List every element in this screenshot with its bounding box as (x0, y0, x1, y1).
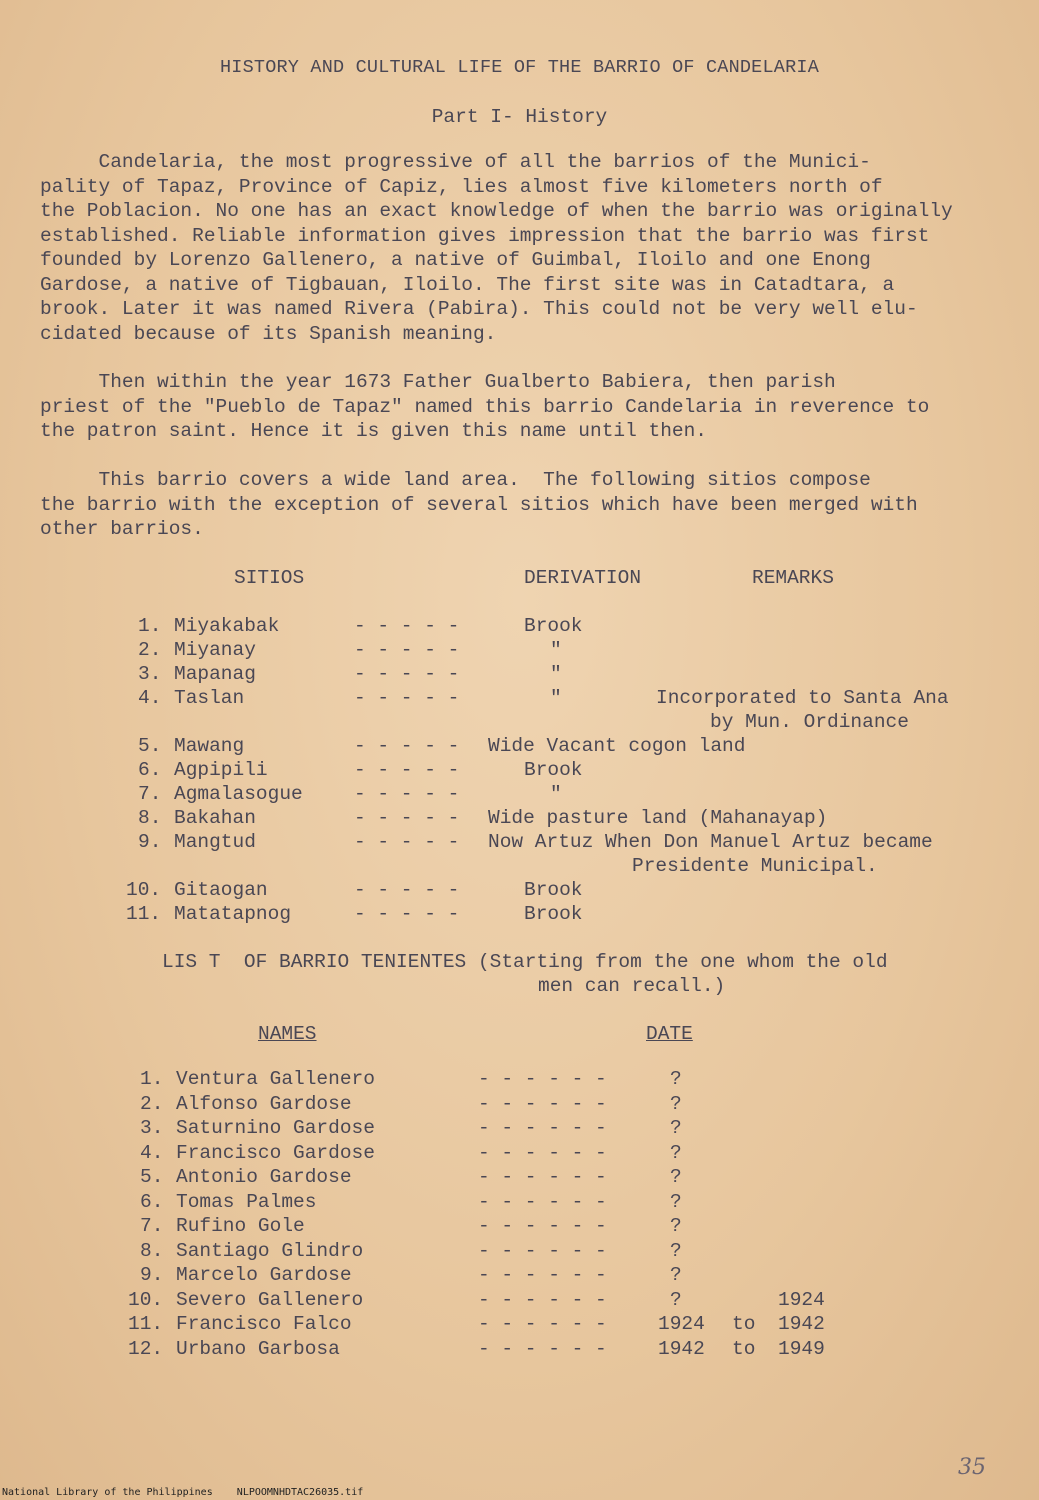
sitio-number: 11. (126, 903, 162, 925)
leader-dash: - - - - - (354, 663, 460, 685)
teniente-number: 6. (140, 1191, 164, 1213)
leader-dash: - - - - - (354, 903, 460, 925)
sitio-name: Miyakabak (174, 615, 280, 637)
leader-dash: - - - - - - (478, 1264, 607, 1286)
teniente-name: Santiago Glindro (176, 1240, 364, 1262)
teniente-name: Antonio Gardose (176, 1166, 352, 1188)
sitio-number: 1. (138, 615, 162, 637)
text-line: Candelaria, the most progressive of all the barrios of the Munici- (40, 151, 871, 173)
date-to-word: to (732, 1338, 756, 1360)
teniente-name: Ventura Gallenero (176, 1068, 375, 1090)
text-line: other barrios. (40, 518, 204, 540)
date-to: 1924 (778, 1289, 825, 1311)
text-line: cidated because of its Spanish meaning. (40, 322, 497, 345)
teniente-name: Francisco Gardose (176, 1142, 375, 1164)
sitio-derivation: " (550, 663, 562, 685)
leader-dash: - - - - - (354, 831, 460, 853)
archive-footer: National Library of the Philippines NLPOOMNHDTAC26035.tif (2, 1487, 364, 1498)
sitio-derivation: Wide Vacant cogon land (488, 735, 746, 757)
sitio-name: Taslan (174, 687, 245, 709)
sitio-name: Miyanay (174, 639, 256, 661)
text-line: established. Reliable information gives impression that the barrio was first (40, 224, 930, 247)
sitio-name: Bakahan (174, 807, 256, 829)
leader-dash: - - - - - - (478, 1068, 607, 1090)
teniente-name: Severo Gallenero (176, 1289, 364, 1311)
text-line: pality of Tapaz, Province of Capiz, lies almost five kilometers north of (40, 175, 883, 198)
teniente-number: 11. (128, 1313, 164, 1335)
teniente-name: Rufino Gole (176, 1215, 305, 1237)
sitio-remarks-continued: Presidente Municipal. (632, 855, 878, 877)
date-from: ? (670, 1093, 682, 1115)
sitio-derivation: Wide pasture land (Mahanayap) (488, 807, 828, 829)
teniente-number: 12. (128, 1338, 164, 1360)
text-line: the barrio with the exception of several sitios which have been merged with (40, 493, 918, 516)
sitio-number: 5. (138, 735, 162, 757)
teniente-name: Tomas Palmes (176, 1191, 317, 1213)
sitio-name: Matatapnog (174, 903, 292, 925)
sitio-number: 8. (138, 807, 162, 829)
date-from: ? (670, 1289, 682, 1311)
sitio-name: Mangtud (174, 831, 256, 853)
paragraph-1 (40, 150, 1000, 346)
teniente-number: 3. (140, 1117, 164, 1139)
paragraph-2 (40, 370, 1000, 444)
date-from: ? (670, 1264, 682, 1286)
sitio-remarks: Incorporated to Santa Ana (656, 687, 949, 709)
date-header: DATE (646, 1023, 693, 1045)
date-from: ? (670, 1166, 682, 1188)
date-from: ? (670, 1117, 682, 1139)
document-title: HISTORY AND CULTURAL LIFE OF THE BARRIO OF CANDELARIA (220, 57, 819, 78)
text-line: the Poblacion. No one has an exact knowledge of when the barrio was originally (40, 200, 953, 222)
leader-dash: - - - - - - (478, 1117, 607, 1139)
sitios-header: SITIOS (234, 567, 305, 589)
leader-dash: - - - - - (354, 783, 460, 805)
teniente-name: Francisco Falco (176, 1313, 352, 1335)
sitio-name: Agmalasogue (174, 783, 303, 805)
leader-dash: - - - - - (354, 807, 460, 829)
leader-dash: - - - - - - (478, 1142, 607, 1164)
text-line: the patron saint. Hence it is given this name until then. (40, 420, 708, 442)
teniente-number: 10. (128, 1289, 164, 1311)
teniente-name: Alfonso Gardose (176, 1093, 352, 1115)
sitio-number: 10. (126, 879, 162, 901)
sitio-number: 2. (138, 639, 162, 661)
sitio-number: 7. (138, 783, 162, 805)
sitio-derivation: Brook (524, 615, 583, 637)
tenientes-heading-continued: men can recall.) (538, 975, 726, 997)
sitio-derivation: Brook (524, 879, 583, 901)
teniente-number: 8. (140, 1240, 164, 1262)
date-to: 1949 (778, 1338, 825, 1360)
date-to-word: to (732, 1313, 756, 1335)
derivation-header: DERIVATION (524, 567, 642, 589)
leader-dash: - - - - - - (478, 1338, 607, 1360)
leader-dash: - - - - - - (478, 1191, 607, 1213)
date-from: ? (670, 1191, 682, 1213)
date-from: ? (670, 1142, 682, 1164)
text-line: Gardose, a native of Tigbauan, Iloilo. The first site was in Catadtara, a (40, 273, 895, 296)
sitio-number: 9. (138, 831, 162, 853)
leader-dash: - - - - - (354, 879, 460, 901)
sitio-name: Agpipili (174, 759, 268, 781)
teniente-name: Urbano Garbosa (176, 1338, 340, 1360)
leader-dash: - - - - - (354, 687, 460, 709)
text-line: priest of the "Pueblo de Tapaz" named this barrio Candelaria in reverence to (40, 395, 930, 418)
text-line: founded by Lorenzo Gallenero, a native of Guimbal, Iloilo and one Enong (40, 249, 871, 271)
teniente-number: 5. (140, 1166, 164, 1188)
sitio-number: 4. (138, 687, 162, 709)
teniente-number: 4. (140, 1142, 164, 1164)
leader-dash: - - - - - - (478, 1313, 607, 1335)
sitio-derivation: Brook (524, 759, 583, 781)
leader-dash: - - - - - - (478, 1215, 607, 1237)
date-from: 1924 (658, 1313, 705, 1335)
paragraph-3 (40, 468, 1000, 542)
sitio-name: Gitaogan (174, 879, 268, 901)
sitio-derivation: Brook (524, 903, 583, 925)
sitio-name: Mapanag (174, 663, 256, 685)
teniente-number: 9. (140, 1264, 164, 1286)
sitio-name: Mawang (174, 735, 245, 757)
teniente-number: 1. (140, 1068, 164, 1090)
date-from: ? (670, 1068, 682, 1090)
text-line: Then within the year 1673 Father Gualberto Babiera, then parish (40, 371, 836, 393)
page-number: 35 (958, 1455, 986, 1480)
leader-dash: - - - - - - (478, 1093, 607, 1115)
leader-dash: - - - - - - (478, 1289, 607, 1311)
text-line: brook. Later it was named Rivera (Pabira). This could not be very well elu- (40, 298, 918, 320)
date-to: 1942 (778, 1313, 825, 1335)
tenientes-heading: LIS T OF BARRIO TENIENTES (Starting from the one whom the old (162, 951, 888, 973)
leader-dash: - - - - - (354, 615, 460, 637)
leader-dash: - - - - - (354, 759, 460, 781)
text-line: This barrio covers a wide land area. The following sitios compose (40, 469, 871, 491)
leader-dash: - - - - - - (478, 1240, 607, 1262)
sitio-number: 6. (138, 759, 162, 781)
sitio-derivation: Now Artuz When Don Manuel Artuz became (488, 831, 933, 853)
sitio-remarks-continued: by Mun. Ordinance (710, 711, 909, 733)
part-heading: Part I- History (431, 106, 608, 128)
teniente-number: 7. (140, 1215, 164, 1237)
teniente-name: Saturnino Gardose (176, 1117, 375, 1139)
date-from: 1942 (658, 1338, 705, 1360)
date-from: ? (670, 1215, 682, 1237)
teniente-name: Marcelo Gardose (176, 1264, 352, 1286)
leader-dash: - - - - - - (478, 1166, 607, 1188)
teniente-number: 2. (140, 1093, 164, 1115)
names-header: NAMES (258, 1023, 317, 1045)
sitio-number: 3. (138, 663, 162, 685)
leader-dash: - - - - - (354, 735, 460, 757)
sitio-derivation: " (550, 687, 562, 709)
remarks-header: REMARKS (752, 567, 834, 589)
sitio-derivation: " (550, 639, 562, 661)
date-from: ? (670, 1240, 682, 1262)
sitio-derivation: " (550, 783, 562, 805)
leader-dash: - - - - - (354, 639, 460, 661)
